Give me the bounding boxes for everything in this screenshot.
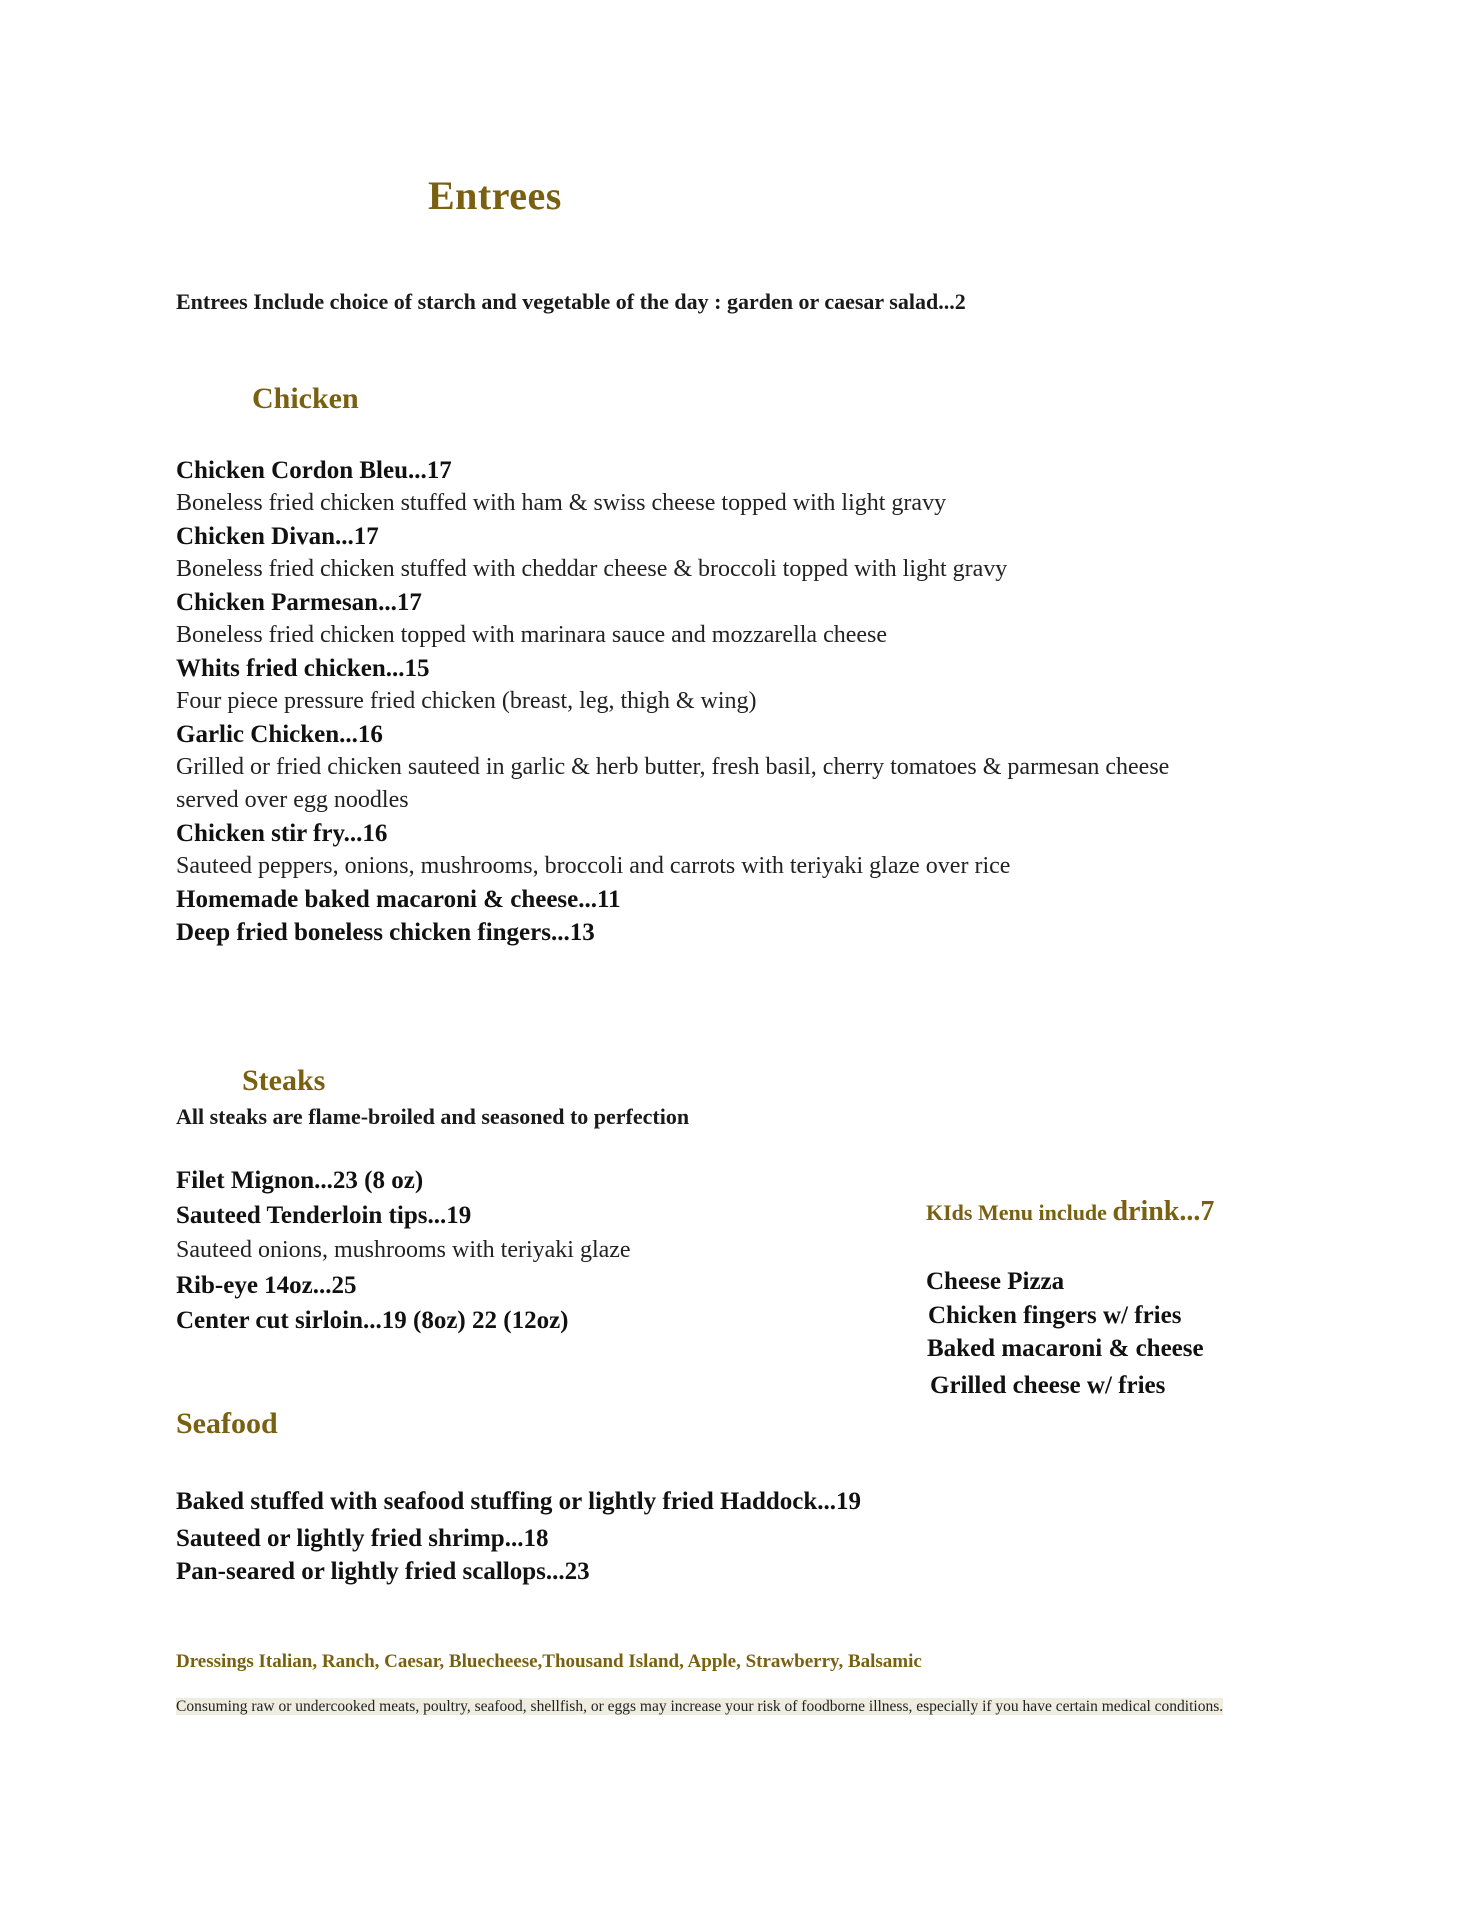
- menu-item-description: Grilled or fried chicken sauteed in garlic & herb butter, fresh basil, cherry tomatoes & parmesan cheese: [176, 754, 1170, 780]
- menu-item-name: Baked stuffed with seafood stuffing or lightly fried Haddock...19: [176, 1488, 862, 1515]
- steaks-note: All steaks are flame-broiled and seasoned to perfection: [176, 1104, 690, 1129]
- menu-item-name: Chicken Parmesan...17: [176, 589, 422, 616]
- chicken-items-list: [176, 454, 1169, 949]
- foodborne-illness-warning: [176, 1696, 1266, 1718]
- menu-item-name: Whits fried chicken...15: [176, 655, 430, 682]
- warning-text: Consuming raw or undercooked meats, poultry, seafood, shellfish, or eggs may increase your risk of foodborne illness, especially if you have certain medical conditions.: [176, 1698, 1224, 1715]
- page-title: Entrees: [428, 173, 562, 218]
- menu-item-name: Garlic Chicken...16: [176, 721, 383, 748]
- dressings-list: Dressings Italian, Ranch, Caesar, Bluecheese,Thousand Island, Apple, Strawberry, Balsamic: [176, 1651, 922, 1672]
- kids-menu-heading-prefix: KIds Menu include: [926, 1200, 1113, 1225]
- menu-item-name: Center cut sirloin...19 (8oz) 22 (12oz): [176, 1307, 569, 1334]
- menu-item-description: Four piece pressure fried chicken (breast, leg, thigh & wing): [176, 688, 757, 714]
- menu-item-name: Sauteed or lightly fried shrimp...18: [176, 1525, 549, 1552]
- menu-item-name: Chicken Cordon Bleu...17: [176, 457, 452, 484]
- steaks-heading: Steaks: [242, 1064, 326, 1097]
- chicken-heading: Chicken: [252, 382, 359, 415]
- menu-item-name: Chicken stir fry...16: [176, 820, 388, 847]
- kids-menu-heading: [926, 1196, 1214, 1228]
- menu-item-description: Sauteed peppers, onions, mushrooms, broccoli and carrots with teriyaki glaze over rice: [176, 853, 1011, 879]
- kids-menu-item: Baked macaroni & cheese: [927, 1335, 1204, 1362]
- menu-item-name: Rib-eye 14oz...25: [176, 1272, 357, 1299]
- menu-item-name: Pan-seared or lightly fried scallops...23: [176, 1558, 590, 1585]
- menu-item-name: Deep fried boneless chicken fingers...13: [176, 919, 595, 946]
- menu-item-description: Boneless fried chicken stuffed with ham & swiss cheese topped with light gravy: [176, 490, 947, 516]
- steaks-items-list: [176, 1163, 631, 1338]
- entrees-intro-note: Entrees Include choice of starch and vegetable of the day : garden or caesar salad...2: [176, 289, 966, 314]
- menu-item-description: Sauteed onions, mushrooms with teriyaki glaze: [176, 1237, 631, 1263]
- seafood-heading: Seafood: [176, 1407, 278, 1440]
- menu-item-description: Boneless fried chicken stuffed with cheddar cheese & broccoli topped with light gravy: [176, 556, 1008, 582]
- kids-menu-item: Grilled cheese w/ fries: [930, 1372, 1166, 1399]
- kids-menu-heading-price: drink...7: [1112, 1196, 1215, 1227]
- menu-item-name: Homemade baked macaroni & cheese...11: [176, 886, 621, 913]
- menu-item-name: Filet Mignon...23 (8 oz): [176, 1167, 424, 1194]
- menu-item-name: Sauteed Tenderloin tips...19: [176, 1202, 472, 1229]
- kids-menu-item: Cheese Pizza: [926, 1268, 1065, 1295]
- menu-item-name: Chicken Divan...17: [176, 523, 379, 550]
- kids-menu-item: Chicken fingers w/ fries: [928, 1302, 1182, 1329]
- menu-item-description: served over egg noodles: [176, 787, 409, 813]
- menu-item-description: Boneless fried chicken topped with marinara sauce and mozzarella cheese: [176, 622, 888, 648]
